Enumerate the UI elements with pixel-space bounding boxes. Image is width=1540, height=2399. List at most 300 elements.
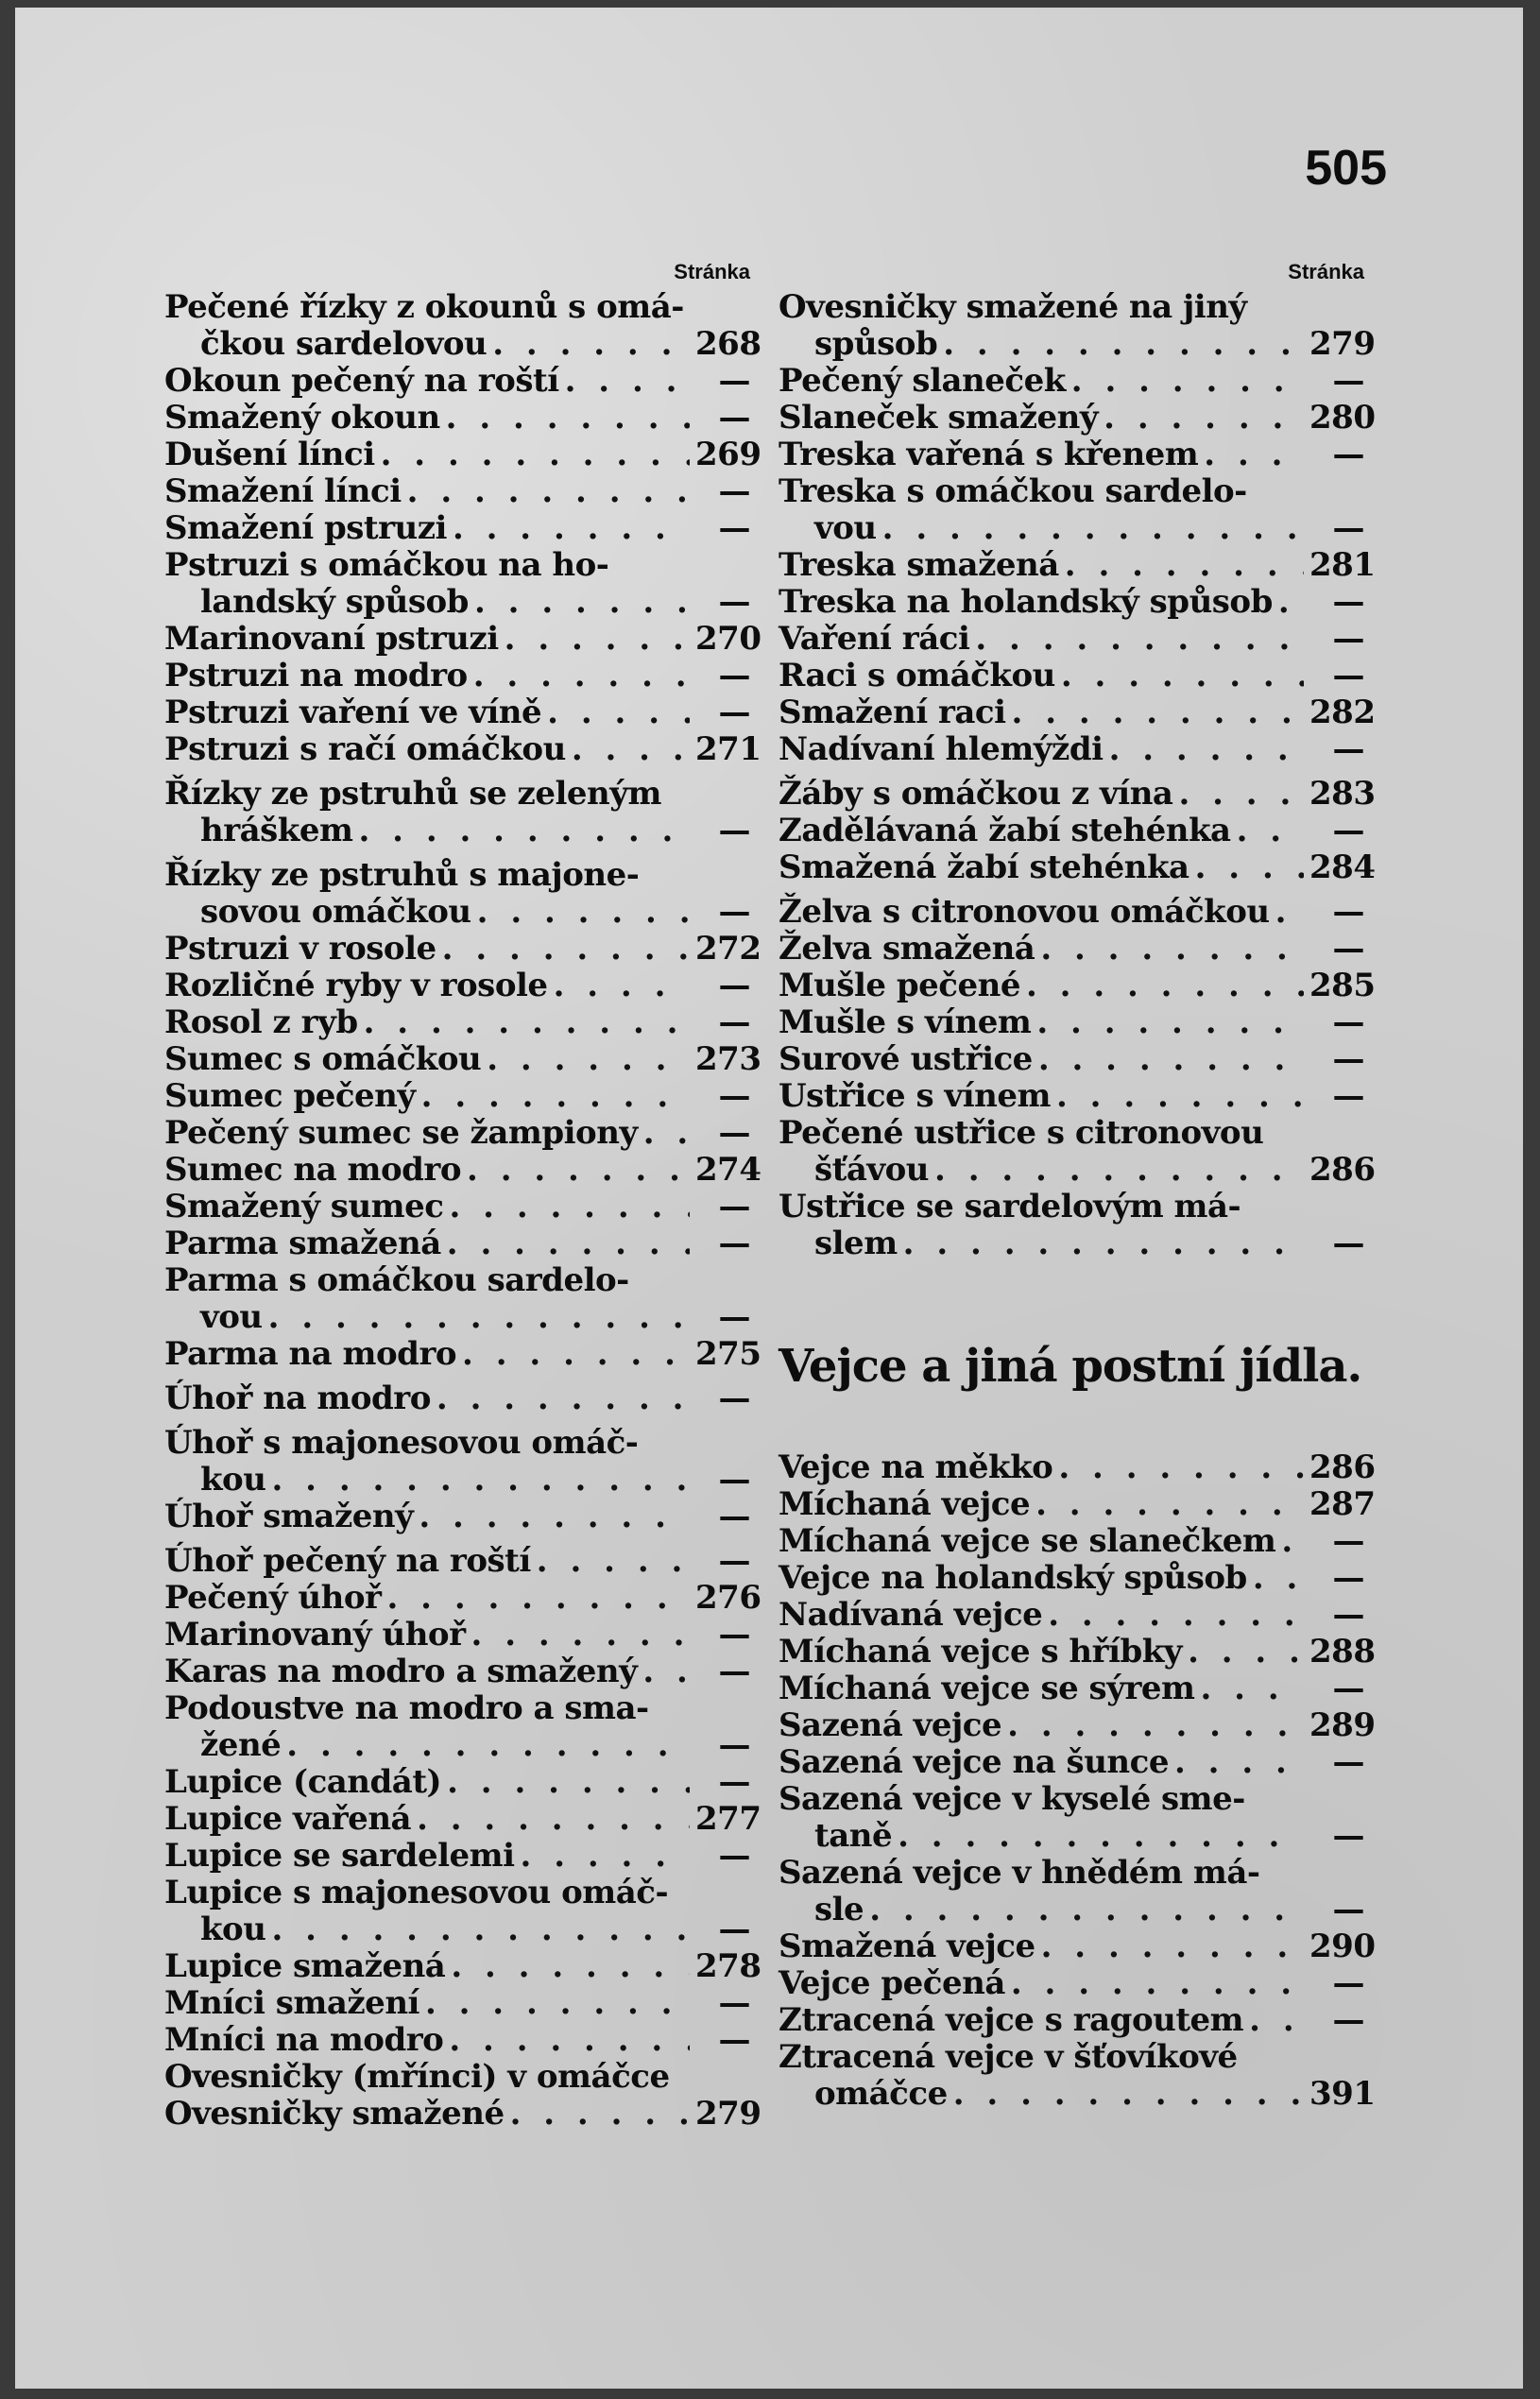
leader-dots <box>1048 1597 1304 1634</box>
leader-dots <box>1188 1634 1304 1671</box>
index-entry <box>779 1706 1376 1744</box>
entry-title: Sazená vejce v hnědém má- <box>779 1854 1260 1892</box>
index-entry <box>164 1727 750 1764</box>
leader-dots <box>505 621 690 658</box>
leader-dots <box>1071 363 1304 400</box>
index-entry <box>779 2002 1364 2039</box>
index-entry <box>164 694 750 731</box>
entry-page-number: 275 <box>695 1335 761 1373</box>
leader-dots <box>943 326 1304 363</box>
index-entry <box>779 325 1376 363</box>
leader-dots <box>1174 1744 1304 1781</box>
index-entry <box>164 1335 761 1373</box>
index-entry <box>164 400 750 437</box>
entry-page-number: — <box>1332 930 1364 968</box>
entry-title: Ovesničky (mřínci) v omáčce <box>164 2058 670 2096</box>
entry-page-number: — <box>1332 1817 1364 1855</box>
entry-title: Pstruzi s omáčkou na ho- <box>164 546 609 584</box>
index-entry <box>164 1543 750 1580</box>
entry-page-number: 271 <box>695 730 761 768</box>
leader-dots <box>271 1911 690 1948</box>
leader-dots <box>1056 1078 1304 1115</box>
entry-title: Vejce pečená <box>779 1964 1005 2002</box>
index-entry <box>779 1597 1364 1634</box>
entry-title: Smažení pstruzi <box>164 509 447 547</box>
index-entry <box>164 1985 750 2022</box>
entry-page-number: — <box>718 1498 750 1535</box>
leader-dots <box>358 813 690 849</box>
entry-title: Míchaná vejce se slanečkem <box>779 1522 1276 1560</box>
entry-page-number: — <box>718 1726 750 1764</box>
index-entry <box>164 547 750 584</box>
leader-dots <box>1007 1707 1304 1744</box>
entry-title: sle <box>814 1891 864 1928</box>
entry-page-number: — <box>718 1837 750 1875</box>
index-entry <box>164 1462 750 1499</box>
entry-title: omáčce <box>814 2075 948 2113</box>
index-entry <box>164 813 750 849</box>
index-entry <box>779 584 1364 621</box>
entry-title: Řízky ze pstruhů se zeleným <box>164 775 661 813</box>
entry-page-number: 274 <box>695 1151 761 1189</box>
entry-page-number: — <box>718 472 750 510</box>
index-column-left <box>164 255 761 2133</box>
entry-page-number: — <box>718 362 750 400</box>
leader-dots <box>1011 1965 1304 2002</box>
entry-title: Podoustve na modro a sma- <box>164 1689 649 1727</box>
entry-page-number: — <box>1332 362 1364 400</box>
entry-page-number: — <box>718 1077 750 1115</box>
entry-title: Nadívaní hlemýždi <box>779 730 1104 768</box>
entry-page-number: — <box>1332 1077 1364 1115</box>
entry-title: Želva smažená <box>779 930 1035 968</box>
entry-page-number: 277 <box>695 1800 761 1838</box>
entry-page-number: — <box>718 1003 750 1041</box>
column-header: Stránka <box>674 260 750 283</box>
entry-title: Lupice smažená <box>164 1947 446 1985</box>
leader-dots <box>1038 1041 1304 1078</box>
index-entry <box>164 325 761 363</box>
entry-title: Sazená vejce na šunce <box>779 1743 1169 1781</box>
entry-page-number: — <box>1332 1225 1364 1262</box>
index-entry <box>779 1225 1364 1262</box>
entry-title: Mníci smažení <box>164 1984 419 2022</box>
leader-dots <box>436 1380 690 1417</box>
index-list <box>779 1448 1376 2113</box>
leader-dots <box>364 1004 690 1041</box>
index-entry <box>779 546 1376 584</box>
index-entry <box>164 1151 761 1189</box>
index-entry <box>779 363 1364 400</box>
index-entry <box>779 1633 1376 1671</box>
entry-title: sovou omáčkou <box>200 893 471 931</box>
leader-dots <box>421 1078 690 1115</box>
index-entry <box>779 894 1364 931</box>
entry-title: Mušle s vínem <box>779 1003 1032 1041</box>
entry-page-number: 391 <box>1309 2075 1376 2113</box>
entry-title: Vejce na holandský spůsob <box>779 1559 1247 1597</box>
entry-title: Lupice se sardelemi <box>164 1837 515 1875</box>
entry-title: Sumec na modro <box>164 1151 462 1189</box>
index-entry <box>164 289 750 326</box>
index-entry <box>779 658 1364 694</box>
leader-dots <box>882 510 1304 547</box>
entry-page-number: 282 <box>1309 694 1376 731</box>
leader-dots <box>643 1115 690 1152</box>
entry-title: Vaření ráci <box>779 620 970 658</box>
entry-title: Marinovaný úhoř <box>164 1616 466 1654</box>
entry-title: Mníci na modro <box>164 2021 444 2059</box>
leader-dots <box>1058 1449 1304 1486</box>
index-entry <box>779 1965 1364 2002</box>
entry-page-number: — <box>1332 657 1364 694</box>
index-entry <box>164 1078 750 1115</box>
index-entry <box>164 1800 761 1838</box>
leader-dots <box>642 1654 690 1690</box>
index-entry <box>164 1004 750 1041</box>
entry-title: Slaneček smažený <box>779 399 1099 437</box>
index-entry <box>164 1380 750 1417</box>
entry-title: Míchaná vejce s hříbky <box>779 1633 1183 1671</box>
entry-page-number: — <box>1332 812 1364 849</box>
entry-page-number: — <box>1332 1743 1364 1781</box>
leader-dots <box>1026 968 1304 1004</box>
entry-title: Ztracená vejce v šťovíkové <box>779 2038 1238 2076</box>
index-entry <box>779 1041 1364 1078</box>
section-heading: Vejce a jiná postní jídla. <box>779 1340 1362 1393</box>
index-entry <box>164 1579 761 1617</box>
entry-title: Treska smažená <box>779 546 1059 584</box>
entry-page-number: 270 <box>695 620 761 658</box>
entry-title: Ztracená vejce s ragoutem <box>779 2001 1244 2039</box>
leader-dots <box>1278 584 1304 621</box>
index-entry <box>779 289 1364 326</box>
entry-title: vou <box>814 509 877 547</box>
leader-dots <box>898 1818 1304 1855</box>
entry-page-number: — <box>718 509 750 547</box>
entry-page-number: 286 <box>1309 1448 1376 1486</box>
leader-dots <box>449 2022 690 2059</box>
index-entry <box>164 776 750 813</box>
entry-page-number: — <box>718 1379 750 1417</box>
entry-title: Smažený okoun <box>164 399 440 437</box>
leader-dots <box>447 1764 690 1801</box>
entry-title: Sumec s omáčkou <box>164 1040 482 1078</box>
leader-dots <box>1249 2002 1304 2039</box>
entry-title: Sazená vejce v kyselé sme- <box>779 1780 1245 1818</box>
page-number: 505 <box>1305 141 1387 196</box>
index-entry <box>164 730 761 768</box>
entry-page-number: 278 <box>695 1947 761 1985</box>
entry-title: kou <box>200 1911 266 1948</box>
index-entry <box>164 1690 750 1727</box>
index-entry <box>779 1448 1376 1486</box>
index-entry <box>779 1151 1376 1189</box>
index-entry <box>164 857 750 894</box>
entry-title: Nadívaná vejce <box>779 1596 1043 1634</box>
entry-title: Smažení línci <box>164 472 402 510</box>
entry-page-number: — <box>1332 509 1364 547</box>
entry-title: Parma s omáčkou sardelo- <box>164 1261 629 1299</box>
entry-title: Pstruzi na modro <box>164 657 468 694</box>
leader-dots <box>473 658 690 694</box>
entry-title: Rosol z ryb <box>164 1003 358 1041</box>
entry-page-number: 284 <box>1309 848 1376 886</box>
index-column-right <box>779 255 1376 2113</box>
entry-title: Žáby s omáčkou z vína <box>779 775 1173 813</box>
entry-page-number: 289 <box>1309 1706 1376 1744</box>
entry-title: landský spůsob <box>200 583 469 621</box>
index-entry <box>779 621 1364 658</box>
index-entry <box>779 1928 1376 1965</box>
entry-title: Treska na holandský spůsob <box>779 583 1273 621</box>
index-entry <box>779 1523 1364 1560</box>
index-entry <box>164 1911 750 1948</box>
entry-title: Vejce na měkko <box>779 1448 1053 1486</box>
index-entry <box>164 436 761 473</box>
entry-title: Smažená vejce <box>779 1928 1035 1965</box>
index-entry <box>779 1855 1364 1892</box>
entry-page-number: — <box>718 2021 750 2059</box>
leader-dots <box>975 621 1304 658</box>
entry-title: Pstruzi v rosole <box>164 930 436 968</box>
entry-page-number: — <box>718 583 750 621</box>
entry-page-number: 288 <box>1309 1633 1376 1671</box>
entry-page-number: — <box>718 1616 750 1654</box>
leader-dots <box>453 510 690 547</box>
entry-page-number: 280 <box>1309 399 1376 437</box>
entry-title: Pečený sumec se žampiony <box>164 1114 638 1152</box>
entry-page-number: 268 <box>695 325 761 363</box>
entry-title: žené <box>200 1726 282 1764</box>
entry-page-number: — <box>718 1763 750 1801</box>
entry-page-number: 279 <box>695 2095 761 2133</box>
entry-title: Míchaná vejce <box>779 1485 1031 1523</box>
index-entry <box>779 2039 1364 2076</box>
entry-title: Ustřice se sardelovým má- <box>779 1188 1241 1225</box>
entry-title: Pečený úhoř <box>164 1579 382 1617</box>
entry-title: Smažení raci <box>779 694 1006 731</box>
entry-title: Pečené řízky z okounů s omá- <box>164 288 684 326</box>
leader-dots <box>487 1041 690 1078</box>
index-entry <box>779 1004 1364 1041</box>
leader-dots <box>492 326 690 363</box>
index-entry <box>164 894 750 931</box>
index-entry <box>164 1189 750 1225</box>
leader-dots <box>1237 813 1304 849</box>
entry-title: Smažená žabí stehénka <box>779 848 1189 886</box>
leader-dots <box>1195 849 1304 886</box>
entry-page-number: — <box>1332 1964 1364 2002</box>
index-entry <box>779 1560 1364 1597</box>
entry-title: Želva s citronovou omáčkou <box>779 893 1270 931</box>
entry-title: Rozličné ryby v rosole <box>164 967 548 1004</box>
entry-page-number: — <box>718 657 750 694</box>
index-list <box>779 288 1376 1262</box>
entry-page-number: 287 <box>1309 1485 1376 1523</box>
index-entry <box>779 399 1376 437</box>
entry-title: Úhoř na modro <box>164 1379 431 1417</box>
entry-page-number: — <box>1332 436 1364 473</box>
entry-page-number: — <box>718 967 750 1004</box>
entry-page-number: — <box>1332 620 1364 658</box>
index-entry <box>164 1299 750 1336</box>
leader-dots <box>425 1985 690 2022</box>
index-entry <box>164 1875 750 1911</box>
entry-title: Úhoř pečený na roští <box>164 1542 531 1580</box>
entry-page-number: — <box>718 1114 750 1152</box>
leader-dots <box>953 2076 1304 2113</box>
index-entry <box>779 1744 1364 1781</box>
index-entry <box>164 930 761 968</box>
leader-dots <box>467 1152 690 1189</box>
entry-page-number: 286 <box>1309 1151 1376 1189</box>
entry-title: Ovesničky smažené na jiný <box>779 288 1247 326</box>
index-entry <box>779 1818 1364 1855</box>
leader-dots <box>1200 1671 1304 1707</box>
book-page <box>15 8 1523 2389</box>
entry-page-number: — <box>718 1225 750 1262</box>
entry-title: Řízky ze pstruhů s majone- <box>164 856 640 894</box>
entry-title: Smažený sumec <box>164 1188 444 1225</box>
entry-title: Úhoř smažený <box>164 1498 414 1535</box>
leader-dots <box>1036 1004 1304 1041</box>
entry-page-number: 283 <box>1309 775 1376 813</box>
leader-dots <box>903 1225 1304 1262</box>
index-entry <box>164 510 750 547</box>
entry-title: Pečený slaneček <box>779 362 1066 400</box>
entry-page-number: — <box>718 399 750 437</box>
leader-dots <box>447 1225 690 1262</box>
entry-title: Treska s omáčkou sardelo- <box>779 472 1247 510</box>
leader-dots <box>1275 894 1304 931</box>
index-entry <box>779 2075 1376 2113</box>
entry-title: Surové ustřice <box>779 1040 1033 1078</box>
leader-dots <box>462 1336 690 1373</box>
entry-page-number: — <box>718 1911 750 1948</box>
leader-dots <box>271 1462 690 1499</box>
leader-dots <box>1040 931 1304 968</box>
leader-dots <box>1104 400 1304 437</box>
leader-dots <box>419 1499 690 1535</box>
leader-dots <box>474 584 690 621</box>
index-entry <box>779 1892 1364 1928</box>
entry-title: Ustřice s vínem <box>779 1077 1051 1115</box>
index-entry <box>164 1499 750 1535</box>
leader-dots <box>521 1838 690 1875</box>
index-entry <box>164 363 750 400</box>
index-entry <box>164 2022 750 2059</box>
leader-dots <box>934 1152 1304 1189</box>
entry-title: šťávou <box>814 1151 930 1189</box>
index-entry <box>164 620 761 658</box>
index-entry <box>164 1262 750 1299</box>
entry-title: Okoun pečený na roští <box>164 362 559 400</box>
entry-title: taně <box>814 1817 893 1855</box>
entry-page-number: — <box>718 893 750 931</box>
entry-page-number: 285 <box>1309 967 1376 1004</box>
entry-title: Zadělávaná žabí stehénka <box>779 812 1231 849</box>
leader-dots <box>1041 1928 1304 1965</box>
entry-page-number: — <box>1332 1891 1364 1928</box>
entry-page-number: — <box>718 1984 750 2022</box>
leader-dots <box>1035 1486 1304 1523</box>
leader-dots <box>471 1617 690 1654</box>
entry-page-number: 276 <box>695 1579 761 1617</box>
entry-page-number: — <box>1332 2001 1364 2039</box>
index-entry <box>779 510 1364 547</box>
leader-dots <box>1061 658 1304 694</box>
index-entry <box>779 473 1364 510</box>
entry-title: Lupice vařená <box>164 1800 412 1838</box>
entry-page-number: — <box>718 694 750 731</box>
leader-dots <box>572 731 690 768</box>
leader-dots <box>1012 694 1304 731</box>
entry-title: Parma smažená <box>164 1225 441 1262</box>
leader-dots <box>565 363 690 400</box>
index-entry <box>779 775 1376 813</box>
index-entry <box>779 848 1376 886</box>
index-entry <box>779 731 1364 768</box>
leader-dots <box>386 1580 690 1617</box>
entry-title: Raci s omáčkou <box>779 657 1055 694</box>
index-entry <box>779 1115 1364 1152</box>
entry-title: Lupice s majonesovou omáč- <box>164 1874 669 1911</box>
entry-title: Parma na modro <box>164 1335 457 1373</box>
leader-dots <box>1204 437 1304 473</box>
index-entry <box>779 813 1364 849</box>
index-entry <box>779 1671 1364 1707</box>
entry-page-number: — <box>718 1188 750 1225</box>
entry-page-number: — <box>1332 1559 1364 1597</box>
entry-title: vou <box>200 1298 263 1336</box>
leader-dots <box>449 1189 690 1225</box>
entry-page-number: — <box>1332 1670 1364 1707</box>
leader-dots <box>869 1892 1304 1928</box>
entry-page-number: — <box>718 812 750 849</box>
index-entry <box>779 1781 1364 1818</box>
index-entry <box>779 437 1364 473</box>
index-entry <box>164 1654 750 1690</box>
index-entry <box>779 1485 1376 1523</box>
index-list <box>164 288 761 2133</box>
leader-dots <box>1178 776 1304 813</box>
entry-page-number: — <box>718 1461 750 1499</box>
leader-dots <box>537 1543 690 1580</box>
entry-page-number: — <box>1332 1003 1364 1041</box>
leader-dots <box>1253 1560 1304 1597</box>
entry-page-number: — <box>1332 1522 1364 1560</box>
index-entry <box>164 2059 750 2096</box>
entry-page-number: — <box>718 1298 750 1336</box>
index-entry <box>164 1040 761 1078</box>
leader-dots <box>286 1727 690 1764</box>
leader-dots <box>268 1299 690 1336</box>
leader-dots <box>554 968 690 1004</box>
entry-page-number: 269 <box>695 436 761 473</box>
entry-page-number: — <box>1332 1040 1364 1078</box>
leader-dots <box>407 473 690 510</box>
entry-title: hráškem <box>200 812 353 849</box>
leader-dots <box>446 400 690 437</box>
entry-page-number: — <box>1332 583 1364 621</box>
column-header: Stránka <box>1288 260 1364 283</box>
index-entry <box>164 473 750 510</box>
index-entry <box>164 968 750 1004</box>
leader-dots <box>510 2096 690 2133</box>
entry-title: Karas na modro a smažený <box>164 1653 638 1690</box>
entry-title: Pstruzi vaření ve víně <box>164 694 542 731</box>
